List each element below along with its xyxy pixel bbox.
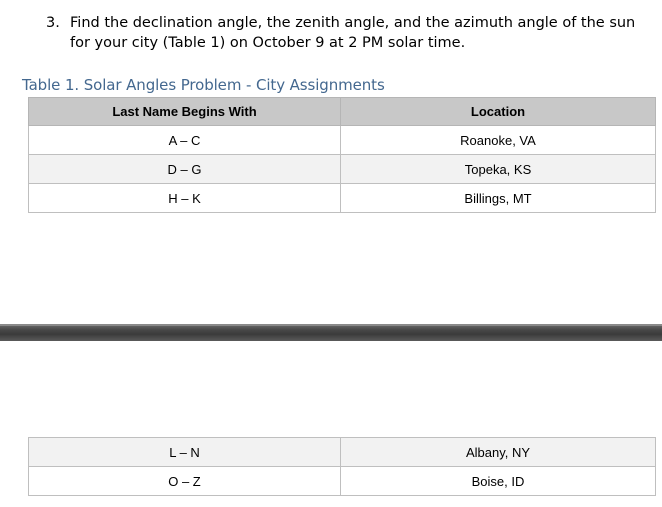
range-cell: L – N	[29, 438, 341, 467]
location-cell: Boise, ID	[341, 467, 656, 496]
page-break-highlight	[0, 324, 662, 326]
table-caption: Table 1. Solar Angles Problem - City Assignments	[22, 76, 385, 94]
location-cell: Billings, MT	[341, 184, 656, 213]
table-row	[29, 467, 656, 496]
question-number: 3.	[46, 15, 60, 31]
question-text: Find the declination angle, the zenith angle, and the azimuth angle of the sun for your city (Table 1) on October 9 at 2 PM solar time.	[70, 15, 636, 51]
table-row	[29, 438, 656, 467]
table-row	[29, 184, 656, 213]
range-cell: A – C	[29, 126, 341, 155]
question-3	[46, 13, 646, 53]
table-row	[29, 126, 656, 155]
page-break-separator	[0, 324, 662, 341]
city-assignment-table	[28, 97, 656, 213]
city-assignment-table-continued	[28, 437, 656, 496]
header-last-name: Last Name Begins With	[29, 98, 341, 126]
table-header-row	[29, 98, 656, 126]
range-cell: O – Z	[29, 467, 341, 496]
range-cell: D – G	[29, 155, 341, 184]
header-location: Location	[341, 98, 656, 126]
location-cell: Albany, NY	[341, 438, 656, 467]
location-cell: Roanoke, VA	[341, 126, 656, 155]
table-row	[29, 155, 656, 184]
range-cell: H – K	[29, 184, 341, 213]
location-cell: Topeka, KS	[341, 155, 656, 184]
